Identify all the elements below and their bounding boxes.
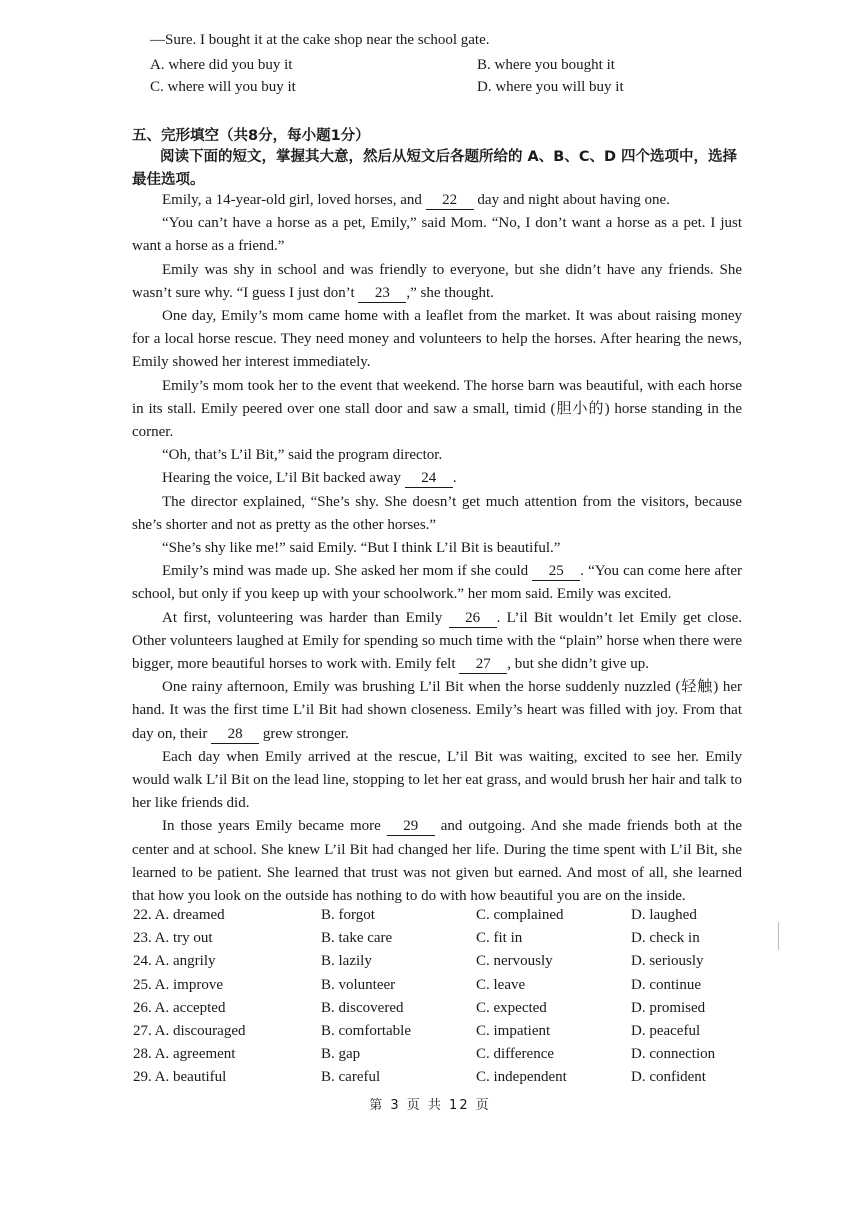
- option-d: D. where you will buy it: [477, 79, 624, 95]
- choice-row-27: [133, 1023, 753, 1046]
- page-footer: 第 3 页 共 12 页: [369, 1098, 491, 1113]
- choice-25-c: C. leave: [476, 976, 526, 993]
- paragraph-10: Emily’s mind was made up. She asked her mom if she could 25 . “You can come here after school, but only if you keep up with your schoolwork.” her mom said. Emily was excited.: [132, 563, 742, 603]
- paragraph-5: Emily’s mom took her to the event that weekend. The horse barn was beautiful, with each horse in its stall. Emily peered over one stall door and saw a small, timid (胆小的) horse standing in the corner.: [132, 377, 742, 441]
- choice-27-a: 27. A. discouraged: [133, 1022, 246, 1039]
- choice-24-a: 24. A. angrily: [133, 953, 216, 970]
- choice-row-28: [133, 1046, 753, 1069]
- choice-29-a: 29. A. beautiful: [133, 1069, 227, 1086]
- paragraph-3: Emily was shy in school and was friendly to everyone, but she didn’t have any friends. She wasn’t sure why. “I guess I just don’t 23 ,” she thought.: [132, 261, 742, 301]
- choice-29-d: D. confident: [631, 1069, 706, 1086]
- choice-23-d: D. check in: [631, 930, 700, 947]
- blank-22: 22: [426, 192, 474, 210]
- choice-25-a: 25. A. improve: [133, 976, 223, 993]
- choice-23-c: C. fit in: [476, 930, 523, 947]
- choice-27-d: D. peaceful: [631, 1022, 701, 1039]
- choice-27-c: C. impatient: [476, 1022, 551, 1039]
- choice-24-b: B. lazily: [321, 953, 372, 970]
- choice-22-d: D. laughed: [631, 907, 697, 923]
- choice-26-b: B. discovered: [321, 999, 404, 1016]
- paragraph-7: Hearing the voice, L’il Bit backed away 24 .: [162, 470, 457, 487]
- choice-29-c: C. independent: [476, 1069, 567, 1086]
- paragraph-6: “Oh, that’s L’il Bit,” said the program director.: [162, 447, 443, 464]
- choice-25-b: B. volunteer: [321, 976, 396, 993]
- choice-28-d: D. connection: [631, 1046, 716, 1063]
- choice-row-22: [133, 907, 753, 930]
- choice-22-a: 22. A. dreamed: [133, 907, 225, 923]
- option-c: C. where will you buy it: [150, 79, 296, 95]
- choice-27-b: B. comfortable: [321, 1022, 411, 1039]
- choice-25-d: D. continue: [631, 976, 701, 993]
- paragraph-13: Each day when Emily arrived at the rescue, L’il Bit was waiting, excited to see her. Emily would walk L’il Bit on the lead line, stopping to let her eat grass, and would brush her hair and talk to her like friends did.: [132, 748, 742, 812]
- choice-28-a: 28. A. agreement: [133, 1046, 236, 1063]
- blank-25: 25: [532, 563, 580, 581]
- choice-row-25: [133, 977, 753, 1000]
- blank-26: 26: [449, 610, 497, 628]
- choice-28-c: C. difference: [476, 1046, 555, 1063]
- blank-23: 23: [358, 285, 406, 303]
- choice-row-29: [133, 1069, 753, 1092]
- choice-26-d: D. promised: [631, 999, 706, 1016]
- choice-row-26: [133, 1000, 753, 1023]
- blank-29: 29: [387, 818, 435, 836]
- choice-row-23: [133, 930, 753, 953]
- paragraph-12: One rainy afternoon, Emily was brushing L’il Bit when the horse suddenly nuzzled (轻触) her hand. It was the first time L’il Bit had shown closeness. Emily’s heart was filled with joy. From that day on, their 28 grew stronger.: [132, 679, 742, 742]
- paragraph-14: In those years Emily became more 29 and outgoing. And she made friends both at the center and at school. She knew L’il Bit had changed her life. During the time spent with L’il Bit, she learned to be patient. She learned that trust was not given but earned. And most of all, she learned that how you look on the outside has nothing to do with how beautiful you are on the inside.: [132, 818, 742, 905]
- choice-24-d: D. seriously: [631, 953, 704, 970]
- choice-22-c: C. complained: [476, 907, 564, 923]
- section-instruction: 阅读下面的短文，掌握其大意，然后从短文后各题所给的 A、B、C、D 四个选项中，选择最佳选项。: [132, 149, 738, 188]
- choice-row-24: [133, 953, 753, 976]
- choice-22-b: B. forgot: [321, 907, 375, 923]
- paragraph-1: Emily, a 14-year-old girl, loved horses, and 22 day and night about having one.: [162, 192, 670, 208]
- answer-choices: [133, 907, 753, 1093]
- paragraph-8: The director explained, “She’s shy. She doesn’t get much attention from the visitors, because she’s shorter and not as pretty as the other horses.”: [132, 493, 742, 533]
- cloze-passage: [132, 189, 742, 908]
- option-b: B. where you bought it: [477, 57, 615, 73]
- paragraph-2: “You can’t have a horse as a pet, Emily,” said Mom. “No, I don’t want a horse as a pet. I just want a horse as a friend.”: [132, 215, 742, 255]
- previous-answer-line: —Sure. I bought it at the cake shop near the school gate.: [150, 32, 490, 48]
- blank-24: 24: [405, 470, 453, 488]
- choice-24-c: C. nervously: [476, 953, 553, 970]
- choice-28-b: B. gap: [321, 1046, 361, 1063]
- choice-29-b: B. careful: [321, 1069, 381, 1086]
- option-a: A. where did you buy it: [150, 57, 293, 73]
- blank-27: 27: [459, 656, 507, 674]
- scan-edge-mark: [778, 922, 779, 950]
- paragraph-4: One day, Emily’s mom came home with a leaflet from the market. It was about raising money for a local horse rescue. They need money and volunteers to help the horses. After hearing the news, Emily showed her interest immediately.: [132, 308, 742, 371]
- blank-28: 28: [211, 726, 259, 744]
- choice-26-c: C. expected: [476, 999, 547, 1016]
- choice-23-a: 23. A. try out: [133, 930, 213, 947]
- paragraph-9: “She’s shy like me!” said Emily. “But I think L’il Bit is beautiful.”: [162, 540, 561, 557]
- choice-26-a: 26. A. accepted: [133, 999, 226, 1016]
- choice-23-b: B. take care: [321, 930, 393, 947]
- paragraph-11: At first, volunteering was harder than Emily 26 . L’il Bit wouldn’t let Emily get close. Other volunteers laughed at Emily for spending so much time with the “plain” horse when there were bigger, more beautiful horses to work with. Emily felt 27 , but she didn’t give up.: [132, 609, 742, 673]
- section-title: 五、完形填空（共8分，每小题1分）: [132, 128, 370, 144]
